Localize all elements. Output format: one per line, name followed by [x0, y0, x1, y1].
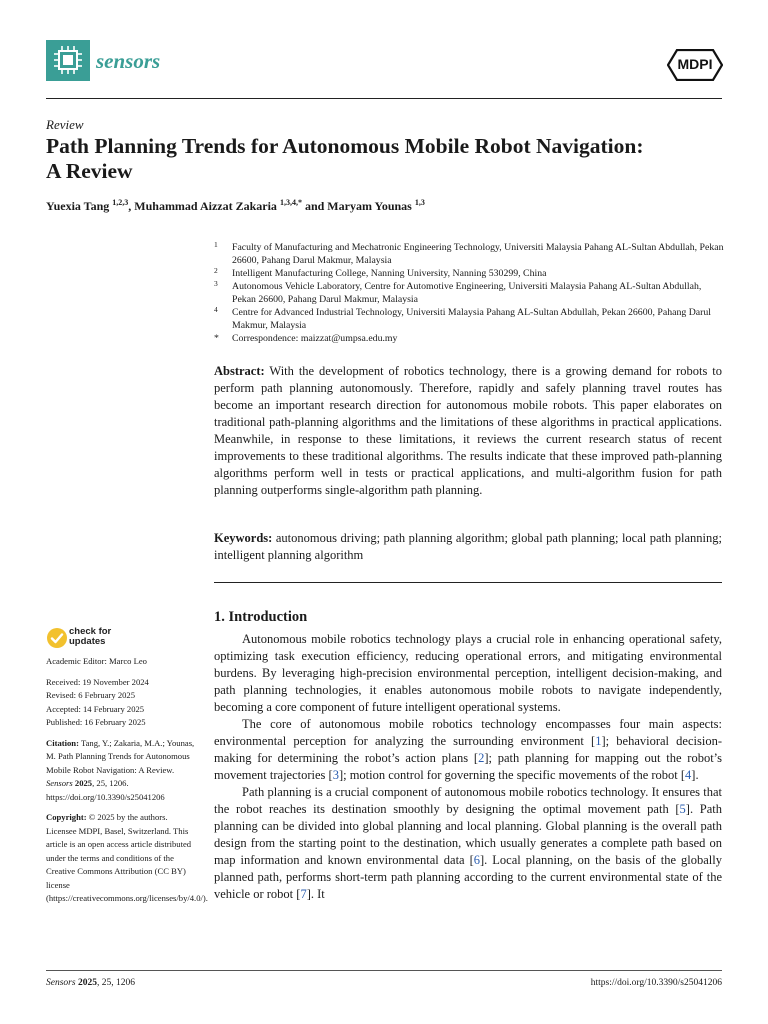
author-name[interactable]: Yuexia Tang: [46, 199, 110, 213]
body-text: [214, 631, 722, 903]
affiliation-text: Faculty of Manufacturing and Mechatronic Engineering Technology, Universiti Malaysia Pahang AL-Sultan Abdullah, Pekan 26600, Pahang Darul Makmur, Malaysia: [232, 242, 724, 266]
author-affiliation-marks: 1,2,3: [112, 198, 129, 207]
keywords-label: Keywords:: [214, 531, 273, 545]
affiliation-number: 3: [214, 279, 218, 288]
paragraph: The core of autonomous mobile robotics technology encompasses four main aspects: environmental perception for analyzing the surrounding environment [1]; behavioral decision-making for determining the robot’s action plans [2]; path planning for mapping out the robot’s movement trajectories [3]; motion control for governing the specific movements of the robot [4].: [214, 717, 723, 782]
footer-journal: Sensors: [46, 978, 76, 988]
affiliation-item: [214, 306, 724, 332]
copyright-label: Copyright:: [46, 812, 87, 822]
correspondence-item[interactable]: [214, 332, 724, 345]
correspondence-mark: *: [214, 333, 219, 344]
article-title: [46, 134, 746, 184]
check-for-updates-icon[interactable]: [46, 627, 68, 654]
abstract-divider: [214, 582, 722, 583]
author-list: [46, 199, 425, 214]
author-separator: ,: [128, 199, 135, 213]
copyright-block: [46, 811, 208, 906]
check-for-updates-label[interactable]: [69, 627, 111, 647]
footer-divider: [46, 970, 722, 971]
paragraph: Autonomous mobile robotics technology plays a crucial role in enhancing operational safety, optimizing task execution efficiency, reducing operational errors, and mitigating environmental burdens. By leveraging high-precision environmental perception, intelligent decision-making, and path planning technologies, it enables autonomous mobile robots to navigate independently, becoming a core component of future intelligent operational systems.: [214, 632, 722, 714]
citation-journal: Sensors: [46, 778, 73, 788]
citation-text: Tang, Y.; Zakaria, M.A.; Younas, M. Path Planning Trends for Autonomous Mobile Robot Navigation: A Review.: [46, 737, 195, 775]
reference-link[interactable]: 1: [595, 734, 602, 748]
abstract-label: Abstract:: [214, 364, 265, 378]
author-affiliation-marks: 1,3: [414, 198, 425, 207]
header-divider: [46, 98, 722, 99]
keywords: [214, 530, 722, 564]
affiliation-item: [214, 267, 724, 280]
affiliation-list: [214, 241, 724, 345]
date-accepted: Accepted: 14 February 2025: [46, 703, 145, 714]
copyright-text: © 2025 by the authors. Licensee MDPI, Basel, Switzerland. This article is an open access article distributed under the terms and conditions of the Creative Commons Attribution (CC BY) license (https://creativecommons.org/licenses/by/4.0/).: [46, 812, 208, 903]
reference-link[interactable]: 5: [679, 802, 686, 816]
footer-volume: , 25, 1206: [96, 978, 135, 988]
footer-year: 2025: [75, 978, 97, 988]
article-title-line: Path Planning Trends for Autonomous Mobile Robot Navigation:: [46, 134, 644, 158]
footer-doi-link[interactable]: https://doi.org/10.3390/s25041206: [590, 978, 722, 988]
section-heading: 1. Introduction: [214, 609, 308, 625]
reference-link[interactable]: 3: [332, 768, 339, 782]
updates-line: updates: [69, 636, 106, 647]
affiliation-number: 1: [214, 240, 218, 249]
date-published: Published: 16 February 2025: [46, 717, 146, 727]
affiliation-item: [214, 241, 724, 267]
publisher-logo[interactable]: [667, 49, 723, 86]
reference-link[interactable]: 4: [685, 768, 692, 782]
date-received: Received: 19 November 2024: [46, 676, 149, 687]
date-revised: Revised: 6 February 2025: [46, 690, 136, 700]
reference-link[interactable]: 7: [300, 887, 307, 901]
article-type: Review: [46, 117, 84, 132]
correspondence-text: Correspondence: maizzat@umpsa.edu.my: [232, 333, 398, 344]
citation-block: [46, 737, 196, 805]
keywords-text: autonomous driving; path planning algorithm; global path planning; local path planning; intelligent planning algorithm: [214, 531, 722, 562]
updates-line: check for: [69, 626, 112, 637]
affiliation-item: [214, 280, 724, 306]
affiliation-text: Centre for Advanced Industrial Technology, Universiti Malaysia Pahang AL-Sultan Abdullah, Pekan 26600, Pahang Darul Makmur, Malaysia: [232, 307, 711, 331]
citation-doi[interactable]: , 25, 1206. https://doi.org/10.3390/s25041206: [46, 778, 165, 802]
paragraph: Path planning is a crucial component of autonomous mobile robotics technology. It ensures that the robot reaches its destination smoothly by designing the optimal movement path [5]. Path planning can be divided into global planning and local planning. Global planning is the overall path design from the starting point to the destination, which usually generates a complete path based on map information and known environmental data [6]. Local planning, on the basis of the globally planned path, performs short-term path planning according to the current environmental state of the vehicle or robot [7]. It: [214, 785, 722, 901]
citation-label: Citation:: [46, 737, 79, 748]
abstract: [214, 363, 722, 499]
affiliation-text: Autonomous Vehicle Laboratory, Centre for Automotive Engineering, Universiti Malaysia Pahang AL-Sultan Abdullah, Pekan 26600, Pahang Darul Makmur, Malaysia: [232, 281, 702, 305]
journal-name[interactable]: sensors: [96, 49, 161, 73]
author-name[interactable]: Muhammad Aizzat Zakaria: [134, 199, 277, 213]
citation-year: 2025: [72, 778, 93, 788]
affiliation-number: 2: [214, 266, 218, 275]
reference-link[interactable]: 6: [473, 853, 481, 867]
affiliation-text: Intelligent Manufacturing College, Nanning University, Nanning 530299, China: [232, 268, 547, 279]
journal-logo-icon: [46, 40, 90, 81]
author-name[interactable]: Maryam Younas: [327, 199, 412, 213]
article-info-sidebar: [46, 655, 208, 906]
footer-citation: [46, 978, 135, 988]
academic-editor: Academic Editor: Marco Leo: [46, 656, 147, 666]
publisher-name: MDPI: [677, 56, 713, 72]
author-separator: and: [301, 199, 328, 213]
reference-link[interactable]: 2: [478, 751, 485, 765]
abstract-text: With the development of robotics technology, there is a growing demand for robots to perform path planning autonomously. Therefore, rapidly and safely planning travel routes has become an important research direction for autonomous mobile robots. This paper elaborates on traditional path-planning algorithms and the limitations of these algorithms in practical applications. Meanwhile, in response to these limitations, it reviews the current research status of recent improvements to these traditional algorithms. The results indicate that these improved path-planning algorithms perform well in tests or practical applications, and multi-algorithm fusion for path planning outperforms single-algorithm path planning.: [214, 364, 722, 497]
author-affiliation-marks: 1,3,4,*: [279, 198, 302, 207]
affiliation-number: 4: [214, 305, 218, 314]
article-title-line: A Review: [46, 159, 133, 183]
